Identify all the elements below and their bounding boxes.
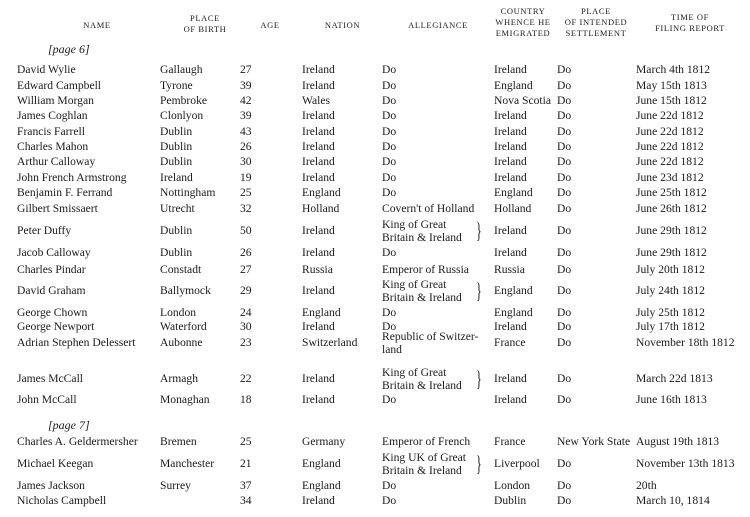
filing-time: June 22d 1812 (636, 140, 704, 153)
place-of-birth: Aubonne (160, 336, 203, 349)
person-name: Peter Duffy (17, 224, 72, 237)
place-of-birth: Manchester (160, 457, 215, 470)
person-name: James Jackson (17, 479, 85, 492)
allegiance: King UK of Great Britain & Ireland (382, 451, 467, 477)
intended-settlement: Do (557, 140, 572, 153)
country-emigrated: England (494, 186, 533, 199)
filing-time: June 16th 1813 (636, 393, 707, 406)
allegiance: Do (382, 393, 397, 406)
country-emigrated: Ireland (494, 140, 527, 153)
intended-settlement: Do (557, 393, 572, 406)
intended-settlement: Do (557, 336, 572, 349)
intended-settlement: Do (557, 202, 572, 215)
nation: Ireland (302, 246, 335, 259)
country-emigrated: Ireland (494, 171, 527, 184)
filing-time: March 22d 1813 (636, 372, 713, 385)
filing-time: July 20th 1812 (636, 263, 705, 276)
header-age: AGE (260, 20, 280, 30)
country-emigrated: Dublin (494, 494, 527, 507)
header-place-of-birth: PLACE OF BIRTH (183, 13, 227, 34)
person-name: Charles A. Geldermersher (17, 435, 138, 448)
place-of-birth: Armagh (160, 372, 198, 385)
age: 19 (240, 171, 252, 184)
intended-settlement: Do (557, 306, 572, 319)
page-6-label: [page 6] (48, 42, 90, 56)
country-emigrated: Ireland (494, 63, 527, 76)
age: 37 (240, 479, 252, 492)
nation: Ireland (302, 63, 335, 76)
nation: Germany (302, 435, 346, 448)
person-name: John French Armstrong (17, 171, 127, 184)
age: 26 (240, 140, 252, 153)
place-of-birth: London (160, 306, 197, 319)
filing-time: July 17th 1812 (636, 320, 705, 333)
intended-settlement: Do (557, 320, 572, 333)
age: 27 (240, 263, 252, 276)
age: 50 (240, 224, 252, 237)
nation: Ireland (302, 393, 335, 406)
filing-time: July 25th 1812 (636, 306, 705, 319)
filing-time: June 15th 1812 (636, 94, 707, 107)
allegiance: Do (382, 63, 397, 76)
header-name: NAME (83, 20, 111, 30)
place-of-birth: Monaghan (160, 393, 210, 406)
country-emigrated: Ireland (494, 393, 527, 406)
person-name: Arthur Calloway (17, 155, 96, 168)
allegiance: Do (382, 186, 397, 199)
age: 27 (240, 63, 252, 76)
allegiance: Do (382, 320, 397, 333)
intended-settlement: Do (557, 79, 572, 92)
intended-settlement: Do (557, 155, 572, 168)
age: 42 (240, 94, 252, 107)
allegiance: Republic of Switzer- land (382, 330, 479, 356)
intended-settlement: New York State (557, 435, 631, 448)
allegiance: Do (382, 140, 397, 153)
intended-settlement: Do (557, 457, 572, 470)
allegiance: Do (382, 125, 397, 138)
place-of-birth: Gallaugh (160, 63, 203, 76)
person-name: Adrian Stephen Delessert (17, 336, 136, 349)
intended-settlement: Do (557, 171, 572, 184)
country-emigrated: Ireland (494, 246, 527, 259)
filing-time: June 29th 1812 (636, 224, 707, 237)
person-name: Gilbert Smissaert (17, 202, 98, 215)
filing-time: June 26th 1812 (636, 202, 707, 215)
country-emigrated: Nova Scotia (494, 94, 551, 107)
nation: Ireland (302, 79, 335, 92)
age: 39 (240, 109, 252, 122)
age: 30 (240, 320, 252, 333)
brace-mark: } (476, 278, 482, 303)
person-name: David Wylie (17, 63, 76, 76)
country-emigrated: France (494, 435, 526, 448)
intended-settlement: Do (557, 372, 572, 385)
intended-settlement: Do (557, 224, 572, 237)
country-emigrated: Ireland (494, 224, 527, 237)
allegiance: Do (382, 155, 397, 168)
place-of-birth: Waterford (160, 320, 207, 333)
nation: England (302, 186, 341, 199)
filing-time: June 22d 1812 (636, 155, 704, 168)
allegiance: Do (382, 79, 397, 92)
header-time-filing: TIME OF FILING REPORT (655, 12, 725, 33)
place-of-birth: Dublin (160, 155, 193, 168)
intended-settlement: Do (557, 246, 572, 259)
country-emigrated: Russia (494, 263, 525, 276)
nation: England (302, 306, 341, 319)
allegiance: Do (382, 479, 397, 492)
allegiance: Do (382, 109, 397, 122)
allegiance: King of Great Britain & Ireland (382, 218, 462, 244)
person-name: William Morgan (17, 94, 94, 107)
age: 21 (240, 457, 252, 470)
person-name: David Graham (17, 284, 86, 297)
age: 25 (240, 435, 252, 448)
filing-time: August 19th 1813 (636, 435, 720, 448)
nation: Ireland (302, 224, 335, 237)
place-of-birth: Clonlyon (160, 109, 204, 122)
place-of-birth: Dublin (160, 246, 193, 259)
country-emigrated: London (494, 479, 531, 492)
country-emigrated: England (494, 284, 533, 297)
filing-time: March 4th 1812 (636, 63, 711, 76)
intended-settlement: Do (557, 94, 572, 107)
nation: Holland (302, 202, 340, 215)
nation: Ireland (302, 320, 335, 333)
place-of-birth: Surrey (160, 479, 191, 492)
age: 25 (240, 186, 252, 199)
header-allegiance: ALLEGIANCE (408, 20, 468, 30)
nation: Ireland (302, 494, 335, 507)
filing-time: June 25th 1812 (636, 186, 707, 199)
person-name: James Coghlan (17, 109, 88, 122)
allegiance: Do (382, 94, 397, 107)
person-name: John McCall (17, 393, 77, 406)
intended-settlement: Do (557, 109, 572, 122)
allegiance: Do (382, 306, 397, 319)
filing-time: July 24th 1812 (636, 284, 705, 297)
age: 30 (240, 155, 252, 168)
allegiance: Emperor of Russia (382, 263, 469, 276)
age: 24 (240, 306, 252, 319)
nation: Ireland (302, 171, 335, 184)
person-name: Jacob Calloway (17, 246, 91, 259)
nation: Ireland (302, 109, 335, 122)
allegiance: Do (382, 494, 397, 507)
filing-time: June 22d 1812 (636, 125, 704, 138)
age: 34 (240, 494, 252, 507)
filing-time: May 15th 1813 (636, 79, 707, 92)
nation: England (302, 457, 341, 470)
person-name: Edward Campbell (17, 79, 102, 92)
country-emigrated: Ireland (494, 155, 527, 168)
header-place-settlement: PLACE OF INTENDED SETTLEMENT (564, 6, 628, 38)
person-name: Benjamin F. Ferrand (17, 186, 113, 199)
intended-settlement: Do (557, 284, 572, 297)
country-emigrated: Holland (494, 202, 532, 215)
person-name: Charles Pindar (17, 263, 86, 276)
place-of-birth: Dublin (160, 125, 193, 138)
allegiance: Do (382, 171, 397, 184)
filing-time: November 18th 1812 (636, 336, 735, 349)
country-emigrated: Ireland (494, 372, 527, 385)
intended-settlement: Do (557, 63, 572, 76)
filing-time: June 29th 1812 (636, 246, 707, 259)
nation: Ireland (302, 284, 335, 297)
intended-settlement: Do (557, 125, 572, 138)
header-nation: NATION (324, 20, 361, 30)
nation: Ireland (302, 125, 335, 138)
country-emigrated: France (494, 336, 526, 349)
nation: Russia (302, 263, 333, 276)
allegiance: King of Great Britain & Ireland (382, 278, 462, 304)
age: 22 (240, 372, 252, 385)
place-of-birth: Dublin (160, 140, 193, 153)
place-of-birth: Nottingham (160, 186, 216, 199)
nation: Switzerland (302, 336, 358, 349)
filing-time: March 10, 1814 (636, 494, 710, 507)
place-of-birth: Pembroke (160, 94, 208, 107)
page-7-label: [page 7] (48, 418, 90, 432)
intended-settlement: Do (557, 494, 572, 507)
allegiance: Emperor of French (382, 435, 471, 448)
age: 26 (240, 246, 252, 259)
filing-time: June 22d 1812 (636, 109, 704, 122)
nation: Ireland (302, 140, 335, 153)
filing-time: November 13th 1813 (636, 457, 735, 470)
place-of-birth: Ballymock (160, 284, 211, 297)
country-emigrated: Ireland (494, 125, 527, 138)
nation: Ireland (302, 372, 335, 385)
person-name: Michael Keegan (17, 457, 94, 470)
age: 18 (240, 393, 252, 406)
country-emigrated: Ireland (494, 109, 527, 122)
country-emigrated: Ireland (494, 320, 527, 333)
brace-mark: } (476, 451, 482, 476)
place-of-birth: Utrecht (160, 202, 195, 215)
allegiance: Do (382, 246, 397, 259)
filing-time: June 23d 1812 (636, 171, 704, 184)
country-emigrated: England (494, 306, 533, 319)
person-name: George Chown (17, 306, 88, 319)
place-of-birth: Bremen (160, 435, 197, 448)
person-name: George Newport (17, 320, 95, 333)
person-name: Nicholas Campbell (17, 494, 107, 507)
person-name: Charles Mahon (17, 140, 89, 153)
place-of-birth: Tyrone (160, 79, 193, 92)
nation: Wales (302, 94, 331, 107)
age: 32 (240, 202, 252, 215)
age: 29 (240, 284, 252, 297)
place-of-birth: Constadt (160, 263, 202, 276)
age: 23 (240, 336, 252, 349)
person-name: Francis Farrell (17, 125, 85, 138)
allegiance: King of Great Britain & Ireland (382, 366, 462, 392)
intended-settlement: Do (557, 479, 572, 492)
brace-mark: } (476, 366, 482, 391)
nation: England (302, 479, 341, 492)
brace-mark: } (476, 218, 482, 243)
nation: Ireland (302, 155, 335, 168)
allegiance: Covern't of Holland (382, 202, 475, 215)
person-name: James McCall (17, 372, 84, 385)
intended-settlement: Do (557, 263, 572, 276)
place-of-birth: Ireland (160, 171, 193, 184)
age: 39 (240, 79, 252, 92)
country-emigrated: Liverpool (494, 457, 540, 470)
filing-time: 20th (636, 479, 657, 492)
intended-settlement: Do (557, 186, 572, 199)
header-country-emigrated: COUNTRY WHENCE HE EMIGRATED (495, 6, 551, 38)
country-emigrated: England (494, 79, 533, 92)
age: 43 (240, 125, 252, 138)
place-of-birth: Dublin (160, 224, 193, 237)
